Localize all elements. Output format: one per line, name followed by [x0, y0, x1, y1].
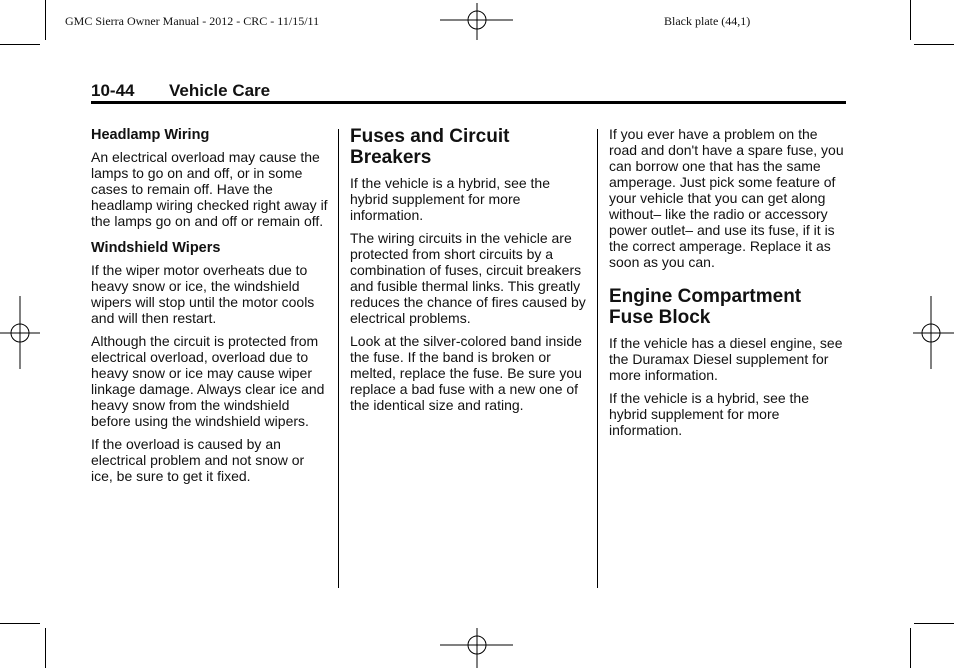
column-3	[609, 126, 849, 445]
registration-mark-icon	[440, 0, 516, 44]
page-header	[91, 80, 846, 102]
heading-engine-compartment-fuse-block: Engine Compartment Fuse Block	[609, 286, 802, 328]
crop-mark	[910, 628, 911, 668]
crop-mark	[45, 0, 46, 40]
registration-mark-icon	[440, 626, 516, 668]
paragraph: The wiring circuits in the vehicle are protected from short circuits by a combination of fuses, circuit breakers and fusible thermal links. This greatly reduces the chance of fires caused by electrical problems.	[350, 230, 586, 326]
paragraph: If the wiper motor overheats due to heavy snow or ice, the windshield wipers will stop until the motor cools and will then restart.	[91, 262, 315, 326]
heading-headlamp-wiring: Headlamp Wiring	[91, 127, 210, 143]
heading-fuses-and-circuit-breakers: Fuses and Circuit Breakers	[350, 126, 510, 168]
crop-mark	[914, 623, 954, 624]
paragraph: An electrical overload may cause the lamps to go on and off, or in some cases to remain off. Have the headlamp wiring checked right away if the lamps go on and off or remain off.	[91, 149, 328, 229]
paragraph: Look at the silver-colored band inside the fuse. If the band is broken or melted, replace the fuse. Be sure you replace a bad fuse with a new one of the identical size and rating.	[350, 333, 582, 413]
crop-mark	[910, 0, 911, 40]
print-meta-left: GMC Sierra Owner Manual - 2012 - CRC - 11/15/11	[65, 14, 320, 28]
paragraph: If the overload is caused by an electrical problem and not snow or ice, be sure to get it fixed.	[91, 436, 305, 484]
column-divider	[597, 129, 598, 588]
section-title: Vehicle Care	[169, 81, 271, 100]
page-number: 10-44	[91, 81, 135, 100]
paragraph: If you ever have a problem on the road and don't have a spare fuse, you can borrow one that has the same amperage. Just pick some feature of your vehicle that you can get along without– like the radio or accessory power outlet– and use its fuse, if it is the correct amperage. Replace it as soon as you can.	[609, 126, 844, 270]
paragraph: Although the circuit is protected from electrical overload, overload due to heavy snow or ice may cause wiper linkage damage. Always clear ice and heavy snow from the windshield before using the windshield wipers.	[91, 333, 325, 429]
crop-mark	[0, 44, 40, 45]
registration-mark-icon	[910, 296, 954, 372]
print-meta-right: Black plate (44,1)	[664, 14, 751, 28]
paragraph: If the vehicle is a hybrid, see the hybrid supplement for more information.	[609, 390, 809, 438]
column-2	[350, 126, 588, 420]
column-1	[91, 126, 329, 491]
crop-mark	[914, 44, 954, 45]
header-rule	[91, 101, 846, 104]
crop-mark	[45, 628, 46, 668]
registration-mark-icon	[0, 296, 44, 372]
paragraph: If the vehicle has a diesel engine, see the Duramax Diesel supplement for more information.	[609, 335, 843, 383]
paragraph: If the vehicle is a hybrid, see the hybrid supplement for more information.	[350, 175, 550, 223]
column-divider	[338, 129, 339, 588]
heading-windshield-wipers: Windshield Wipers	[91, 240, 221, 256]
crop-mark	[0, 623, 40, 624]
